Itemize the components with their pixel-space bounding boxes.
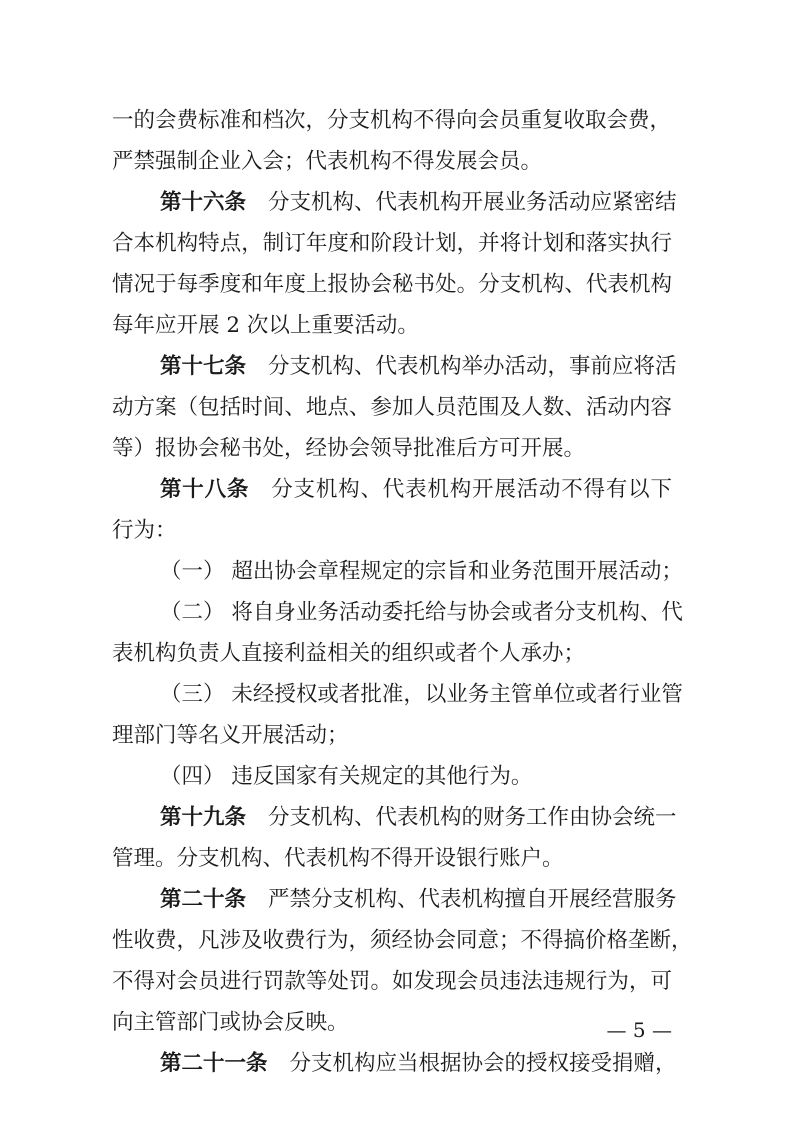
- article-20-line: 第二十条 严禁分支机构、代表机构擅自开展经营服务: [160, 887, 677, 912]
- article-21-line: 第二十一条 分支机构应当根据协会的授权接受捐赠，: [160, 1051, 677, 1076]
- article-heading: 第二十一条: [160, 1051, 268, 1076]
- text-line: 表机构负责人直接利益相关的组织或者个人承办；: [112, 641, 586, 666]
- list-item: （一） 超出协会章程规定的宗旨和业务范围开展活动；: [160, 559, 683, 584]
- text-line: 等）报协会秘书处，经协会领导批准后方可开展。: [112, 436, 586, 461]
- article-heading: 第十八条: [160, 477, 250, 502]
- article-heading: 第十六条: [160, 190, 247, 215]
- text-line: 行为：: [112, 518, 177, 543]
- text-line: 管理。分支机构、代表机构不得开设银行账户。: [112, 846, 564, 871]
- article-heading: 第十七条: [160, 354, 247, 379]
- text-line: 不得对会员进行罚款等处罚。如发现会员违法违规行为，可: [112, 969, 672, 994]
- text-line: 动方案（包括时间、地点、参加人员范围及人数、活动内容: [112, 395, 672, 420]
- text-line: 理部门等名义开展活动；: [112, 723, 349, 748]
- article-17-line: 第十七条 分支机构、代表机构举办活动，事前应将活: [160, 354, 677, 379]
- text-line: 合本机构特点，制订年度和阶段计划，并将计划和落实执行: [112, 231, 672, 256]
- text-line: 性收费，凡涉及收费行为，须经协会同意；不得搞价格垄断，: [112, 928, 693, 953]
- article-heading: 第十九条: [160, 805, 247, 830]
- text-line: 一的会费标准和档次，分支机构不得向会员重复收取会费，: [112, 108, 672, 133]
- article-19-line: 第十九条 分支机构、代表机构的财务工作由协会统一: [160, 805, 677, 830]
- page-number: — 5 —: [606, 1018, 672, 1042]
- article-16-line: 第十六条 分支机构、代表机构开展业务活动应紧密结: [160, 190, 677, 215]
- list-item: （三） 未经授权或者批准，以业务主管单位或者行业管: [160, 682, 683, 707]
- list-item: （二） 将自身业务活动委托给与协会或者分支机构、代: [160, 600, 683, 625]
- text-line: 严禁强制企业入会；代表机构不得发展会员。: [112, 149, 543, 174]
- text-line: 每年应开展 2 次以上重要活动。: [112, 313, 419, 338]
- text-line: 向主管部门或协会反映。: [112, 1010, 349, 1035]
- article-heading: 第二十条: [160, 887, 247, 912]
- text-line: 情况于每季度和年度上报协会秘书处。分支机构、代表机构: [112, 272, 672, 297]
- list-item: （四） 违反国家有关规定的其他行为。: [160, 764, 533, 789]
- article-18-line: 第十八条 分支机构、代表机构开展活动不得有以下: [160, 477, 672, 502]
